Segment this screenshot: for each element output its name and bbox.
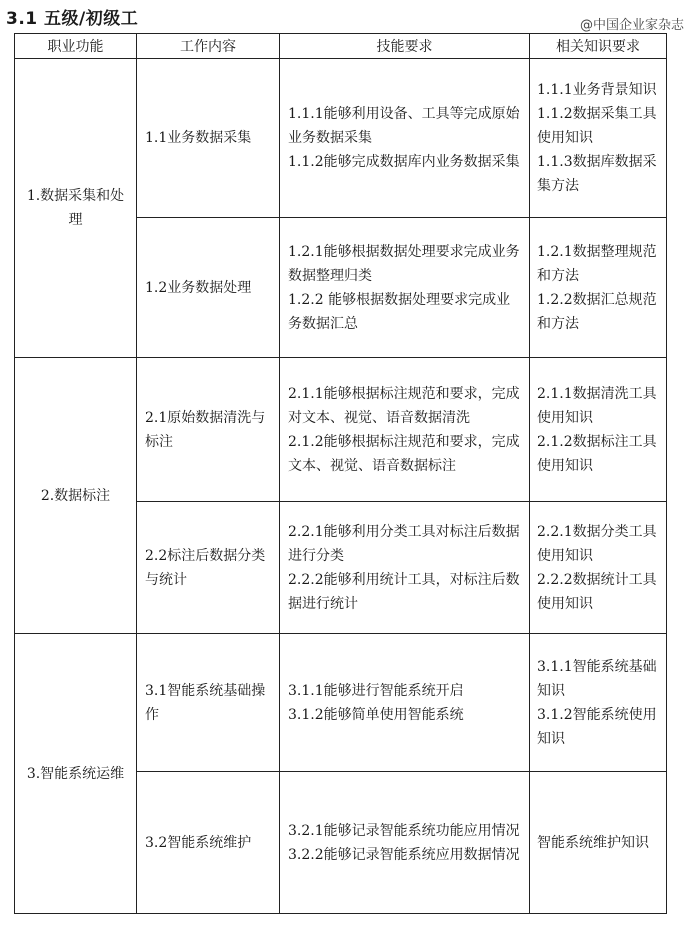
knowledge-item: 1.2.2数据汇总规范和方法 [537,291,657,332]
skills-cell [280,358,530,502]
skills-cell [280,772,530,914]
knowledge-cell [530,502,667,634]
skill-item: 3.2.1能够记录智能系统功能应用情况 [288,822,520,839]
skill-item: 1.1.2能够完成数据库内业务数据采集 [288,154,520,170]
watermark: @中国企业家杂志 [579,18,684,33]
knowledge-item: 1.1.3数据库数据采集方法 [537,154,657,194]
skill-item: 2.2.2能够利用统计工具，对标注后数据进行统计 [288,571,520,612]
content-cell: 1.2业务数据处理 [137,218,280,358]
header-knowledge: 相关知识要求 [530,34,667,59]
knowledge-item: 2.1.2数据标注工具使用知识 [537,433,657,474]
skill-item: 2.1.2能够根据标注规范和要求，完成文本、视觉、语音数据标注 [288,433,520,474]
knowledge-cell [530,59,667,218]
knowledge-item: 2.1.1数据清洗工具使用知识 [537,385,657,426]
content-cell: 1.1业务数据采集 [137,59,280,218]
knowledge-item: 1.2.1数据整理规范和方法 [537,243,657,284]
table-row [15,634,667,772]
skill-item: 2.2.1能够利用分类工具对标注后数据进行分类 [288,523,520,564]
skill-item: 3.1.2能够简单使用智能系统 [288,706,464,723]
content-cell: 3.1智能系统基础操作 [137,634,280,772]
occupation-standard-table [14,33,667,914]
content-cell: 2.2标注后数据分类与统计 [137,502,280,634]
skills-cell [280,59,530,218]
skills-cell [280,634,530,772]
skill-item: 3.2.2能够记录智能系统应用数据情况 [288,846,520,863]
table-header-row [15,34,667,59]
content-cell: 2.1原始数据清洗与标注 [137,358,280,502]
function-cell: 2.数据标注 [15,358,137,634]
knowledge-item: 3.1.2智能系统使用知识 [537,706,657,747]
knowledge-item: 3.1.1智能系统基础知识 [537,658,657,699]
skills-cell [280,502,530,634]
knowledge-cell [530,634,667,772]
header-skills: 技能要求 [280,34,530,59]
knowledge-item: 1.1.1业务背景知识 [537,82,657,98]
knowledge-item: 1.1.2数据采集工具使用知识 [537,106,657,146]
skill-item: 3.1.1能够进行智能系统开启 [288,682,464,699]
skill-item: 2.1.1能够根据标注规范和要求，完成对文本、视觉、语音数据清洗 [288,385,520,426]
header-function: 职业功能 [15,34,137,59]
function-cell: 3.智能系统运维 [15,634,137,914]
knowledge-item: 智能系统维护知识 [537,834,649,851]
header-content: 工作内容 [137,34,280,59]
section-title: 3.1 五级/初级工 [6,9,139,29]
table-row [15,59,667,218]
skills-cell [280,218,530,358]
table-row [15,358,667,502]
knowledge-cell [530,358,667,502]
knowledge-cell [530,772,667,914]
skill-item: 1.2.1能够根据数据处理要求完成业务数据整理归类 [288,243,520,284]
skill-item: 1.1.1能够利用设备、工具等完成原始业务数据采集 [288,106,520,146]
knowledge-cell [530,218,667,358]
knowledge-item: 2.2.2数据统计工具使用知识 [537,571,657,612]
knowledge-item: 2.2.1数据分类工具使用知识 [537,523,657,564]
content-cell: 3.2智能系统维护 [137,772,280,914]
skill-item: 1.2.2 能够根据数据处理要求完成业务数据汇总 [288,291,511,332]
function-cell: 1.数据采集和处理 [15,59,137,358]
